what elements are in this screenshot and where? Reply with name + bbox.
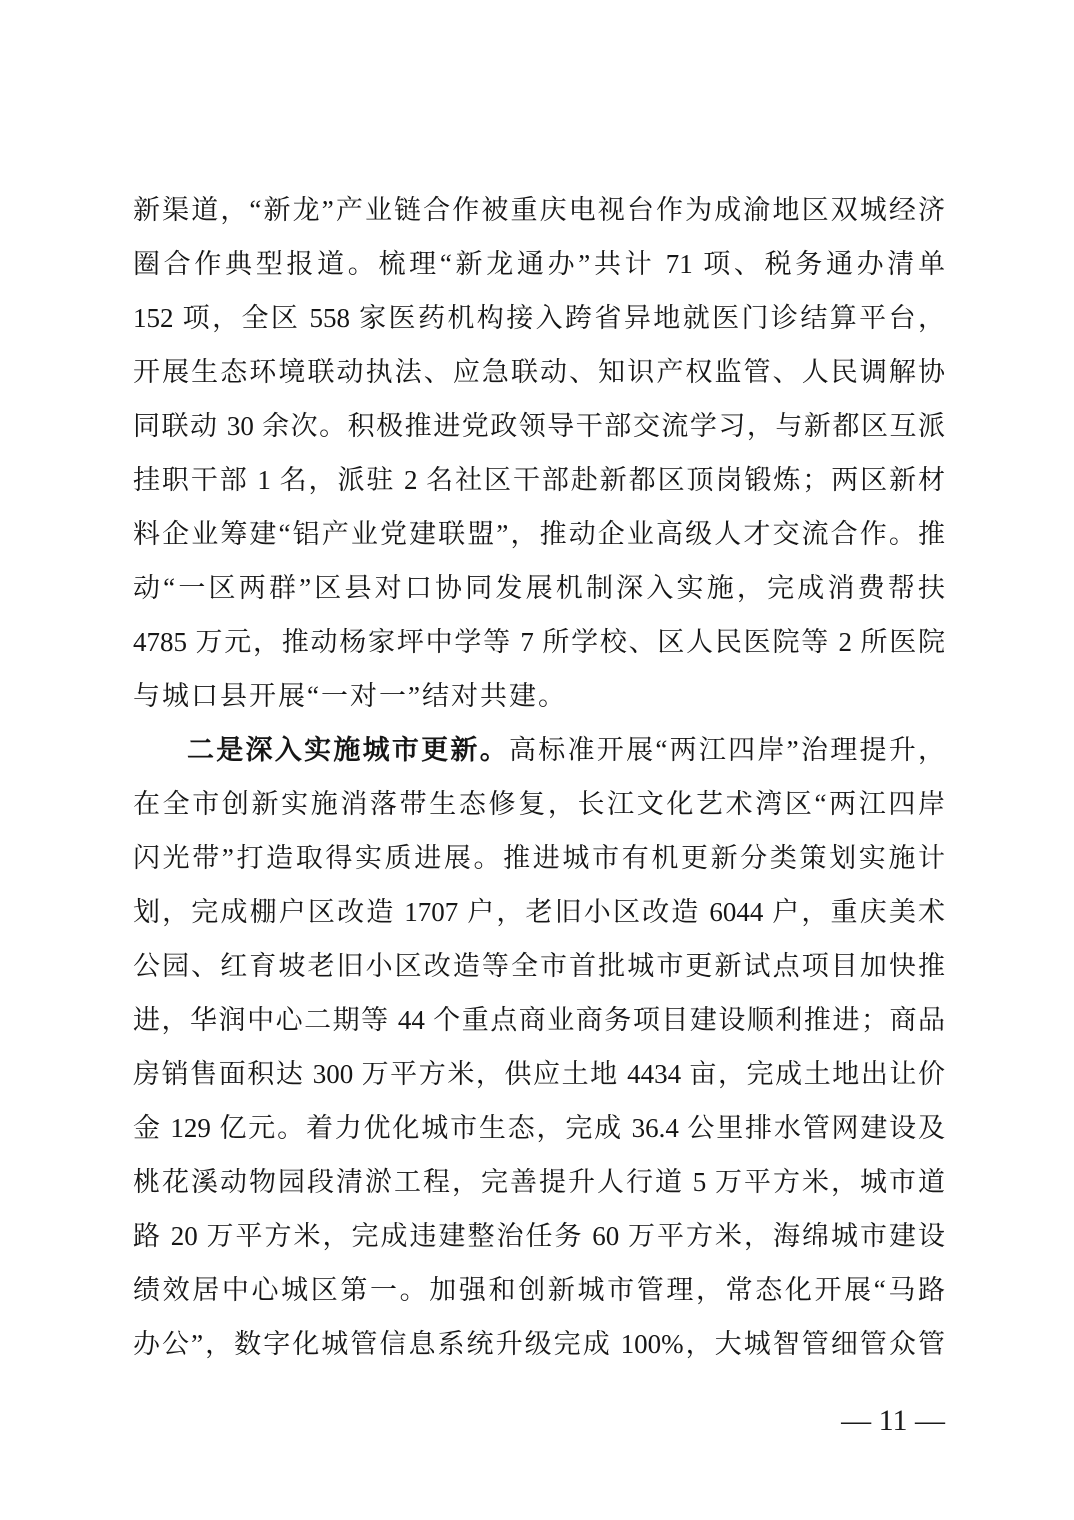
text-line: 动“一区两群”区县对口协同发展机制深入实施，完成消费帮扶 [133, 573, 945, 603]
text-line: 公园、红育坡老旧小区改造等全市首批城市更新试点项目加快推 [133, 951, 945, 981]
text-line: 房销售面积达 300 万平方米，供应土地 4434 亩，完成土地出让价 [133, 1059, 945, 1089]
text-line: 金 129 亿元。着力优化城市生态，完成 36.4 公里排水管网建设及 [133, 1113, 945, 1143]
text-line: 路 20 万平方米，完成违建整治任务 60 万平方米，海绵城市建设 [133, 1221, 945, 1251]
text-line: 绩效居中心城区第一。加强和创新城市管理，常态化开展“马路 [133, 1275, 945, 1305]
paragraph-lead-rest: 高标准开展“两江四岸”治理提升， [508, 735, 945, 765]
text-line [133, 723, 945, 777]
text-line: 开展生态环境联动执法、应急联动、知识产权监管、人民调解协 [133, 357, 945, 387]
text-line: 进，华润中心二期等 44 个重点商业商务项目建设顺利推进；商品 [133, 1005, 945, 1035]
text-line: 桃花溪动物园段清淤工程，完善提升人行道 5 万平方米，城市道 [133, 1167, 945, 1197]
text-line: 152 项，全区 558 家医药机构接入跨省异地就医门诊结算平台， [133, 303, 945, 333]
text-line: 挂职干部 1 名，派驻 2 名社区干部赴新都区顶岗锻炼；两区新材 [133, 465, 945, 495]
paragraph-lead-bold: 二是深入实施城市更新。 [187, 735, 509, 765]
text-block [133, 183, 945, 1371]
text-line: 办公”，数字化城管信息系统升级完成 100%，大城智管细管众管 [133, 1329, 945, 1359]
text-line: 在全市创新实施消落带生态修复，长江文化艺术湾区“两江四岸 [133, 789, 945, 819]
text-line: 与城口县开展“一对一”结对共建。 [133, 681, 567, 711]
text-line: 新渠道，“新龙”产业链合作被重庆电视台作为成渝地区双城经济 [133, 195, 945, 225]
page-number: — 11 — [841, 1404, 945, 1437]
text-line: 同联动 30 余次。积极推进党政领导干部交流学习，与新都区互派 [133, 411, 945, 441]
text-line: 料企业筹建“铝产业党建联盟”，推动企业高级人才交流合作。推 [133, 519, 945, 549]
text-line: 闪光带”打造取得实质进展。推进城市有机更新分类策划实施计 [133, 843, 945, 873]
text-line: 4785 万元，推动杨家坪中学等 7 所学校、区人民医院等 2 所医院 [133, 627, 945, 657]
text-line: 圈合作典型报道。梳理“新龙通办”共计 71 项、税务通办清单 [133, 249, 945, 279]
text-line: 划，完成棚户区改造 1707 户，老旧小区改造 6044 户，重庆美术 [133, 897, 945, 927]
